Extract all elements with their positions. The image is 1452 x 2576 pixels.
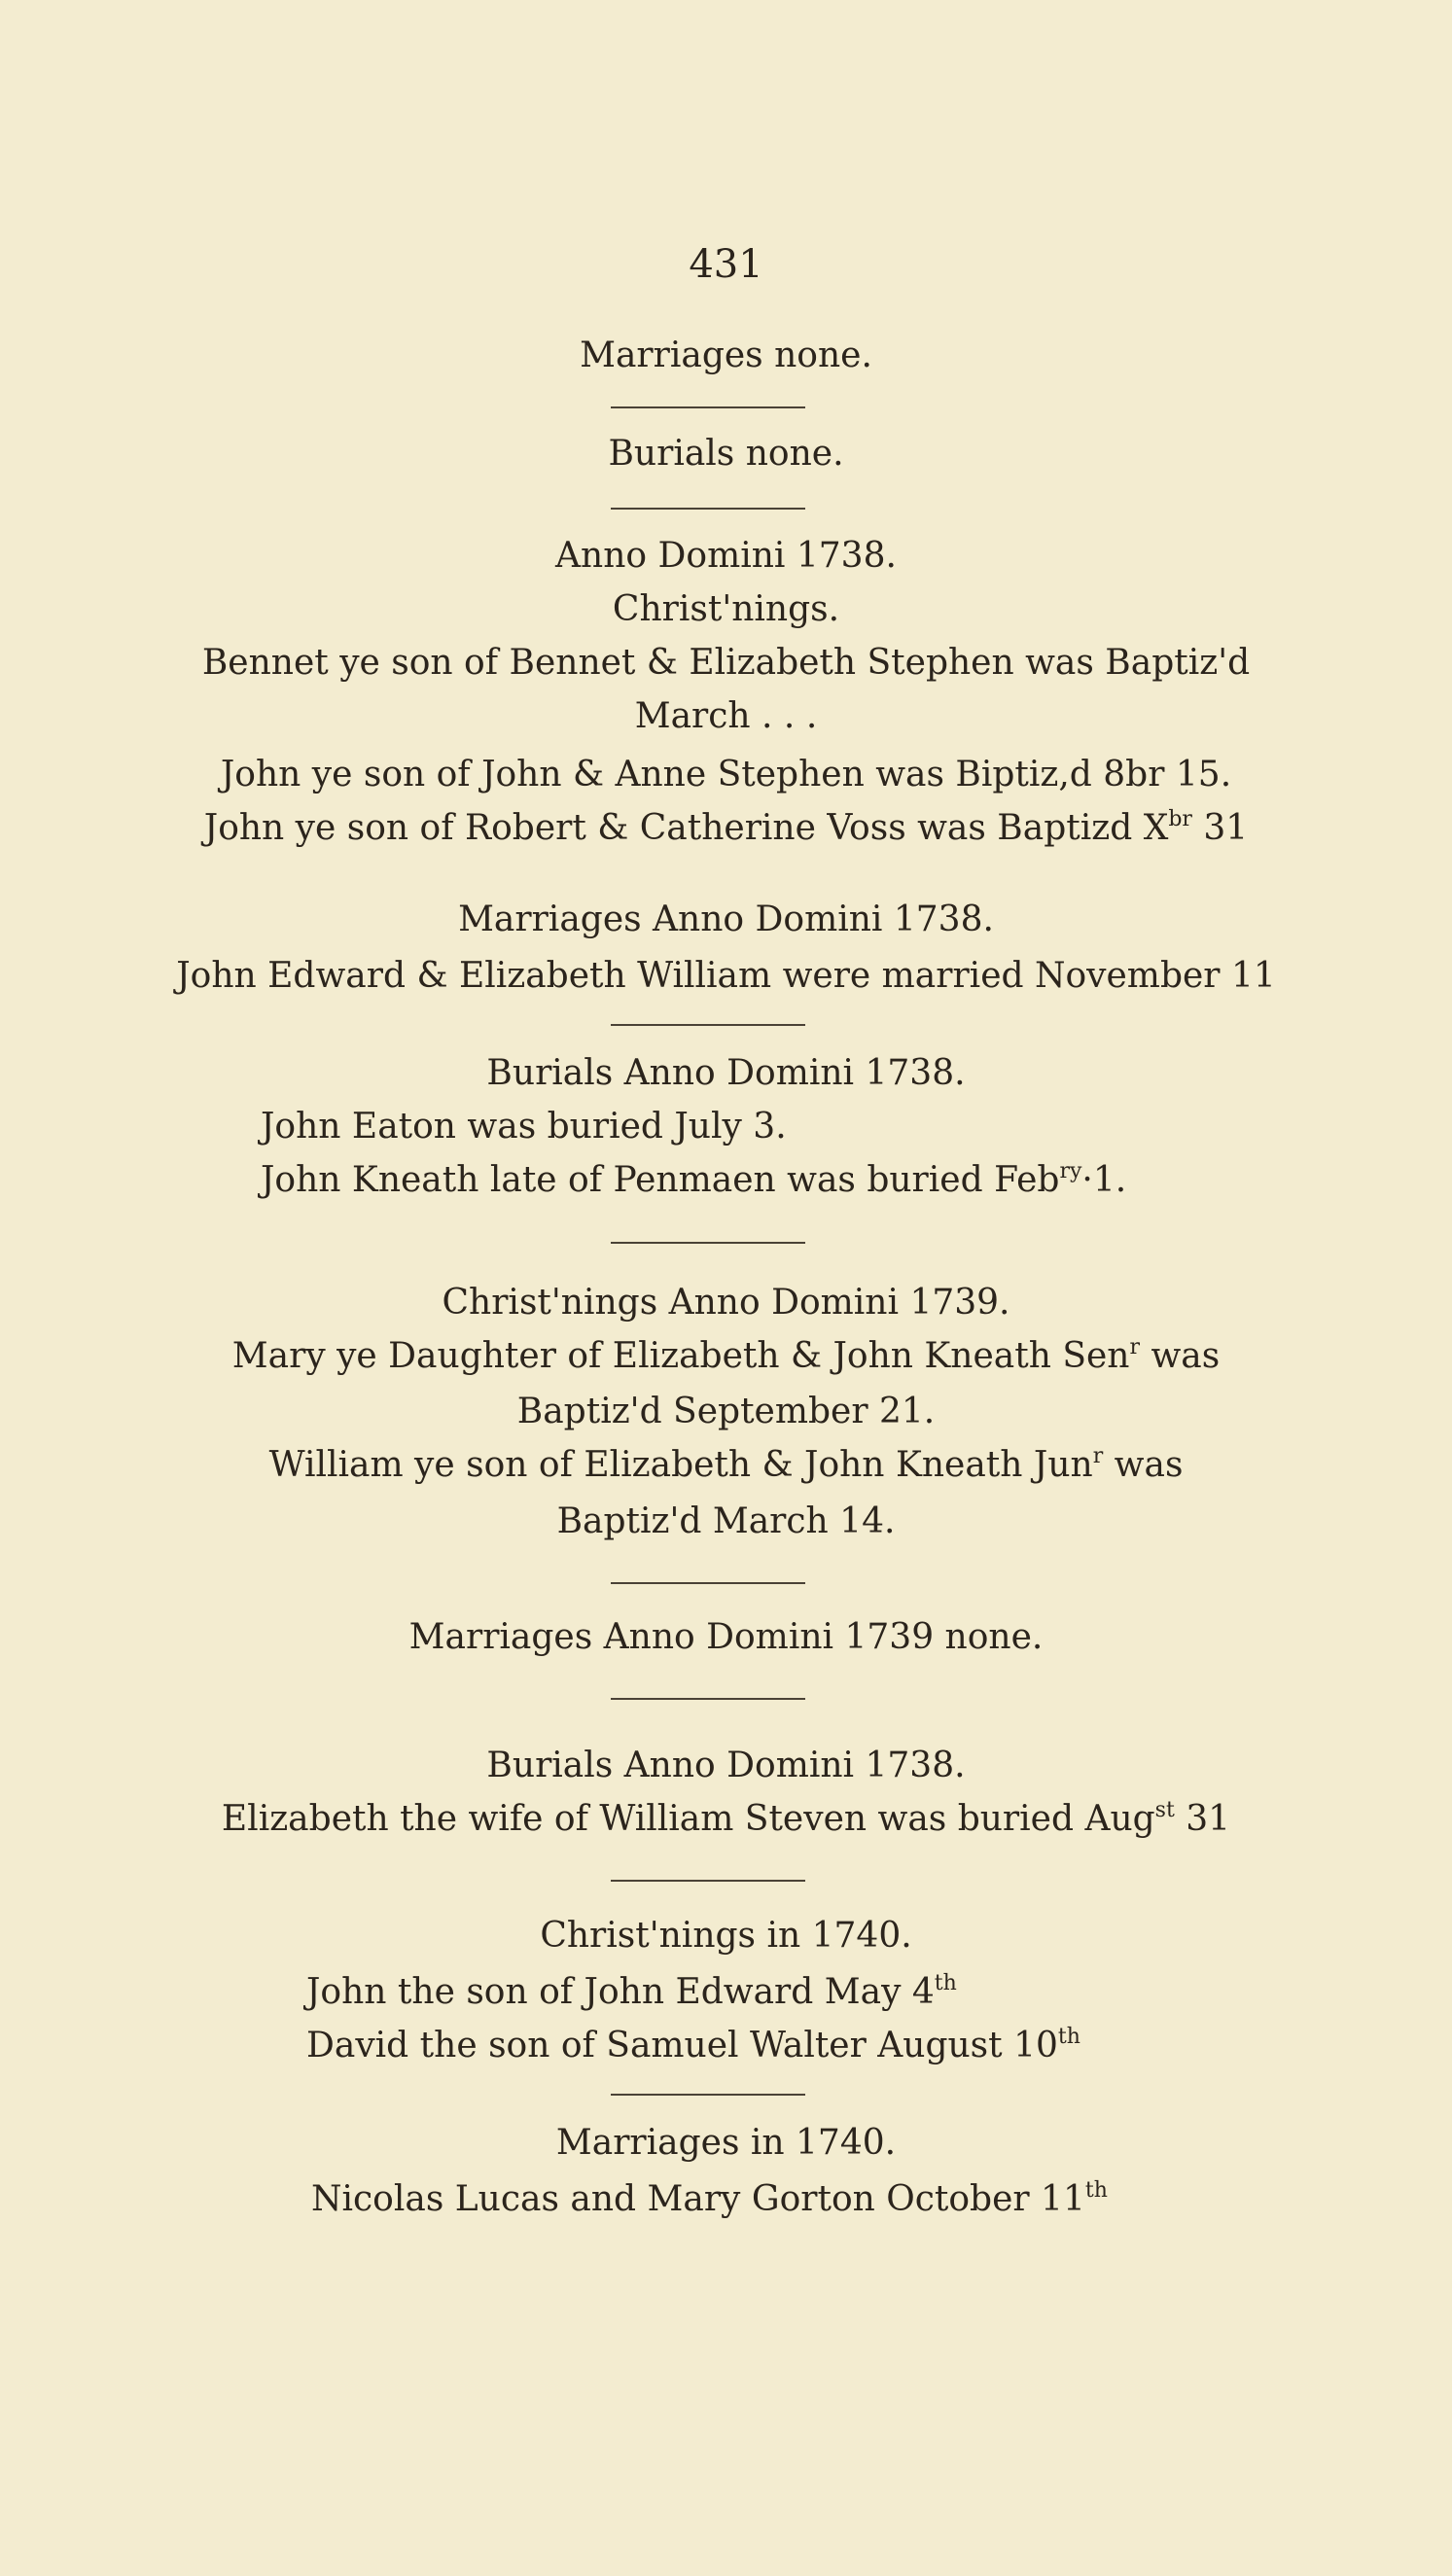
section-heading: Burials none.: [608, 434, 844, 474]
entry-line: John Edward & Elizabeth William were married November 11: [176, 956, 1276, 996]
entry-line: Baptiz'd March 14.: [556, 1501, 896, 1541]
section-heading: Marriages in 1740.: [555, 2123, 897, 2163]
entry-line: John ye son of John & Anne Stephen was Biptiz,d 8br 15.: [220, 755, 1232, 794]
section-heading: Anno Domini 1738.: [555, 536, 897, 576]
page-number: 431: [689, 242, 763, 287]
divider-rule: [611, 508, 805, 510]
divider-rule: [611, 1024, 805, 1026]
divider-rule: [611, 406, 805, 408]
entry-line: David the son of Samuel Walter August 10th: [306, 2025, 1080, 2065]
section-heading: Christ'nings in 1740.: [540, 1916, 912, 1956]
section-subheading: Christ'nings.: [612, 589, 840, 629]
entry-line: Nicolas Lucas and Mary Gorton October 11th: [311, 2178, 1108, 2219]
entry-line: March . . .: [634, 696, 818, 736]
divider-rule: [611, 1698, 805, 1700]
divider-rule: [611, 1582, 805, 1584]
entry-line: John Eaton was buried July 3.: [261, 1107, 787, 1147]
divider-rule: [611, 1880, 805, 1882]
section-heading: Burials Anno Domini 1738.: [486, 1746, 966, 1785]
divider-rule: [611, 1242, 805, 1244]
divider-rule: [611, 2094, 805, 2096]
section-heading: Christ'nings Anno Domini 1739.: [442, 1283, 1010, 1323]
entry-line: John Kneath late of Penmaen was buried Feb$^{ry}$·1.: [261, 1159, 1127, 1200]
superscript: r: [1092, 1444, 1104, 1468]
section-heading: Marriages Anno Domini 1738.: [458, 900, 994, 939]
entry-line: Baptiz'd September 21.: [516, 1392, 936, 1431]
section-heading: Burials Anno Domini 1738.: [486, 1053, 966, 1093]
superscript: r: [1129, 1335, 1141, 1359]
superscript: th: [1084, 2178, 1108, 2203]
entry-line: John ye son of Robert & Catherine Voss was Baptizd $X^{br}$ 31: [203, 807, 1249, 848]
entry-line: Mary ye Daughter of Elizabeth & John Kneath Sen$^r$ was: [231, 1335, 1221, 1376]
section-heading: Marriages Anno Domini 1739 none.: [408, 1617, 1044, 1657]
superscript: th: [934, 1971, 957, 1995]
entry-line: Bennet ye son of Bennet & Elizabeth Stephen was Baptiz'd: [201, 643, 1251, 683]
section-heading: Marriages none.: [580, 335, 872, 375]
superscript: br: [1168, 807, 1192, 831]
superscript: st: [1154, 1798, 1175, 1822]
superscript: th: [1057, 2025, 1080, 2049]
entry-line: John the son of John Edward May 4th: [306, 1971, 957, 2012]
entry-line: Elizabeth the wife of William Steven was buried Aug$^{st}$ 31: [221, 1798, 1231, 1839]
superscript: ry: [1059, 1159, 1082, 1183]
entry-line: William ye son of Elizabeth & John Kneath Jun$^r$ was: [268, 1444, 1184, 1485]
